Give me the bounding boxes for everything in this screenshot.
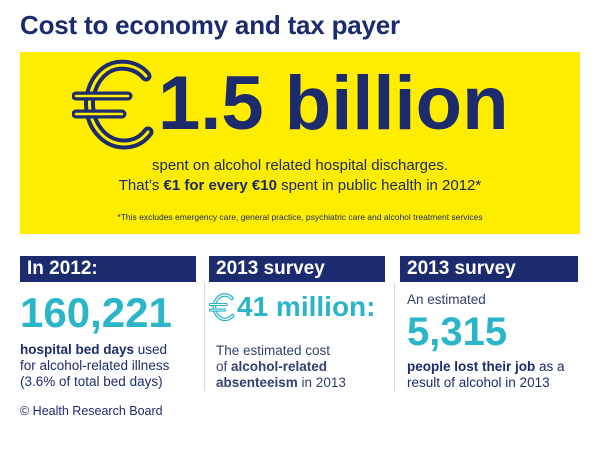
headline-amount-row xyxy=(72,58,509,150)
headline-footnote: *This excludes emergency care, general practice, psychiatric care and alcohol treatment services xyxy=(117,212,483,222)
jobs-lost-intro: An estimated xyxy=(407,292,486,307)
stat-absenteeism xyxy=(209,256,385,390)
stat-bed-days-header: In 2012: xyxy=(20,256,196,282)
stat-absenteeism-header: 2013 survey xyxy=(209,256,385,282)
bed-days-description: hospital bed days used for alcohol-related illness (3.6% of total bed days) xyxy=(20,342,170,389)
source-credit: © Health Research Board xyxy=(20,404,163,418)
column-divider xyxy=(394,283,395,391)
euro-icon xyxy=(209,292,235,322)
headline-comparison: That’s €1 for every €10 spent in public health in 2012* xyxy=(118,177,482,194)
absenteeism-amount: 41 million: xyxy=(237,291,376,322)
page-title: Cost to economy and tax payer xyxy=(20,10,400,40)
absenteeism-description: The estimated cost of alcohol-related absenteeism in 2013 xyxy=(216,343,346,390)
absenteeism-amount-row xyxy=(209,292,375,322)
column-divider xyxy=(204,283,205,391)
stat-bed-days xyxy=(20,256,196,389)
euro-icon xyxy=(72,58,156,150)
comparison-highlight: €1 for every €10 xyxy=(163,177,277,194)
bed-days-number: 160,221 xyxy=(20,289,172,336)
headline-banner xyxy=(20,52,580,234)
jobs-lost-number: 5,315 xyxy=(407,310,508,354)
headline-description: spent on alcohol related hospital discharges. xyxy=(151,157,449,174)
stat-jobs-lost-header: 2013 survey xyxy=(400,256,578,282)
headline-amount: 1.5 billion xyxy=(158,61,509,146)
stat-jobs-lost xyxy=(400,256,578,390)
jobs-lost-description: people lost their job as a result of alcohol in 2013 xyxy=(407,359,565,390)
